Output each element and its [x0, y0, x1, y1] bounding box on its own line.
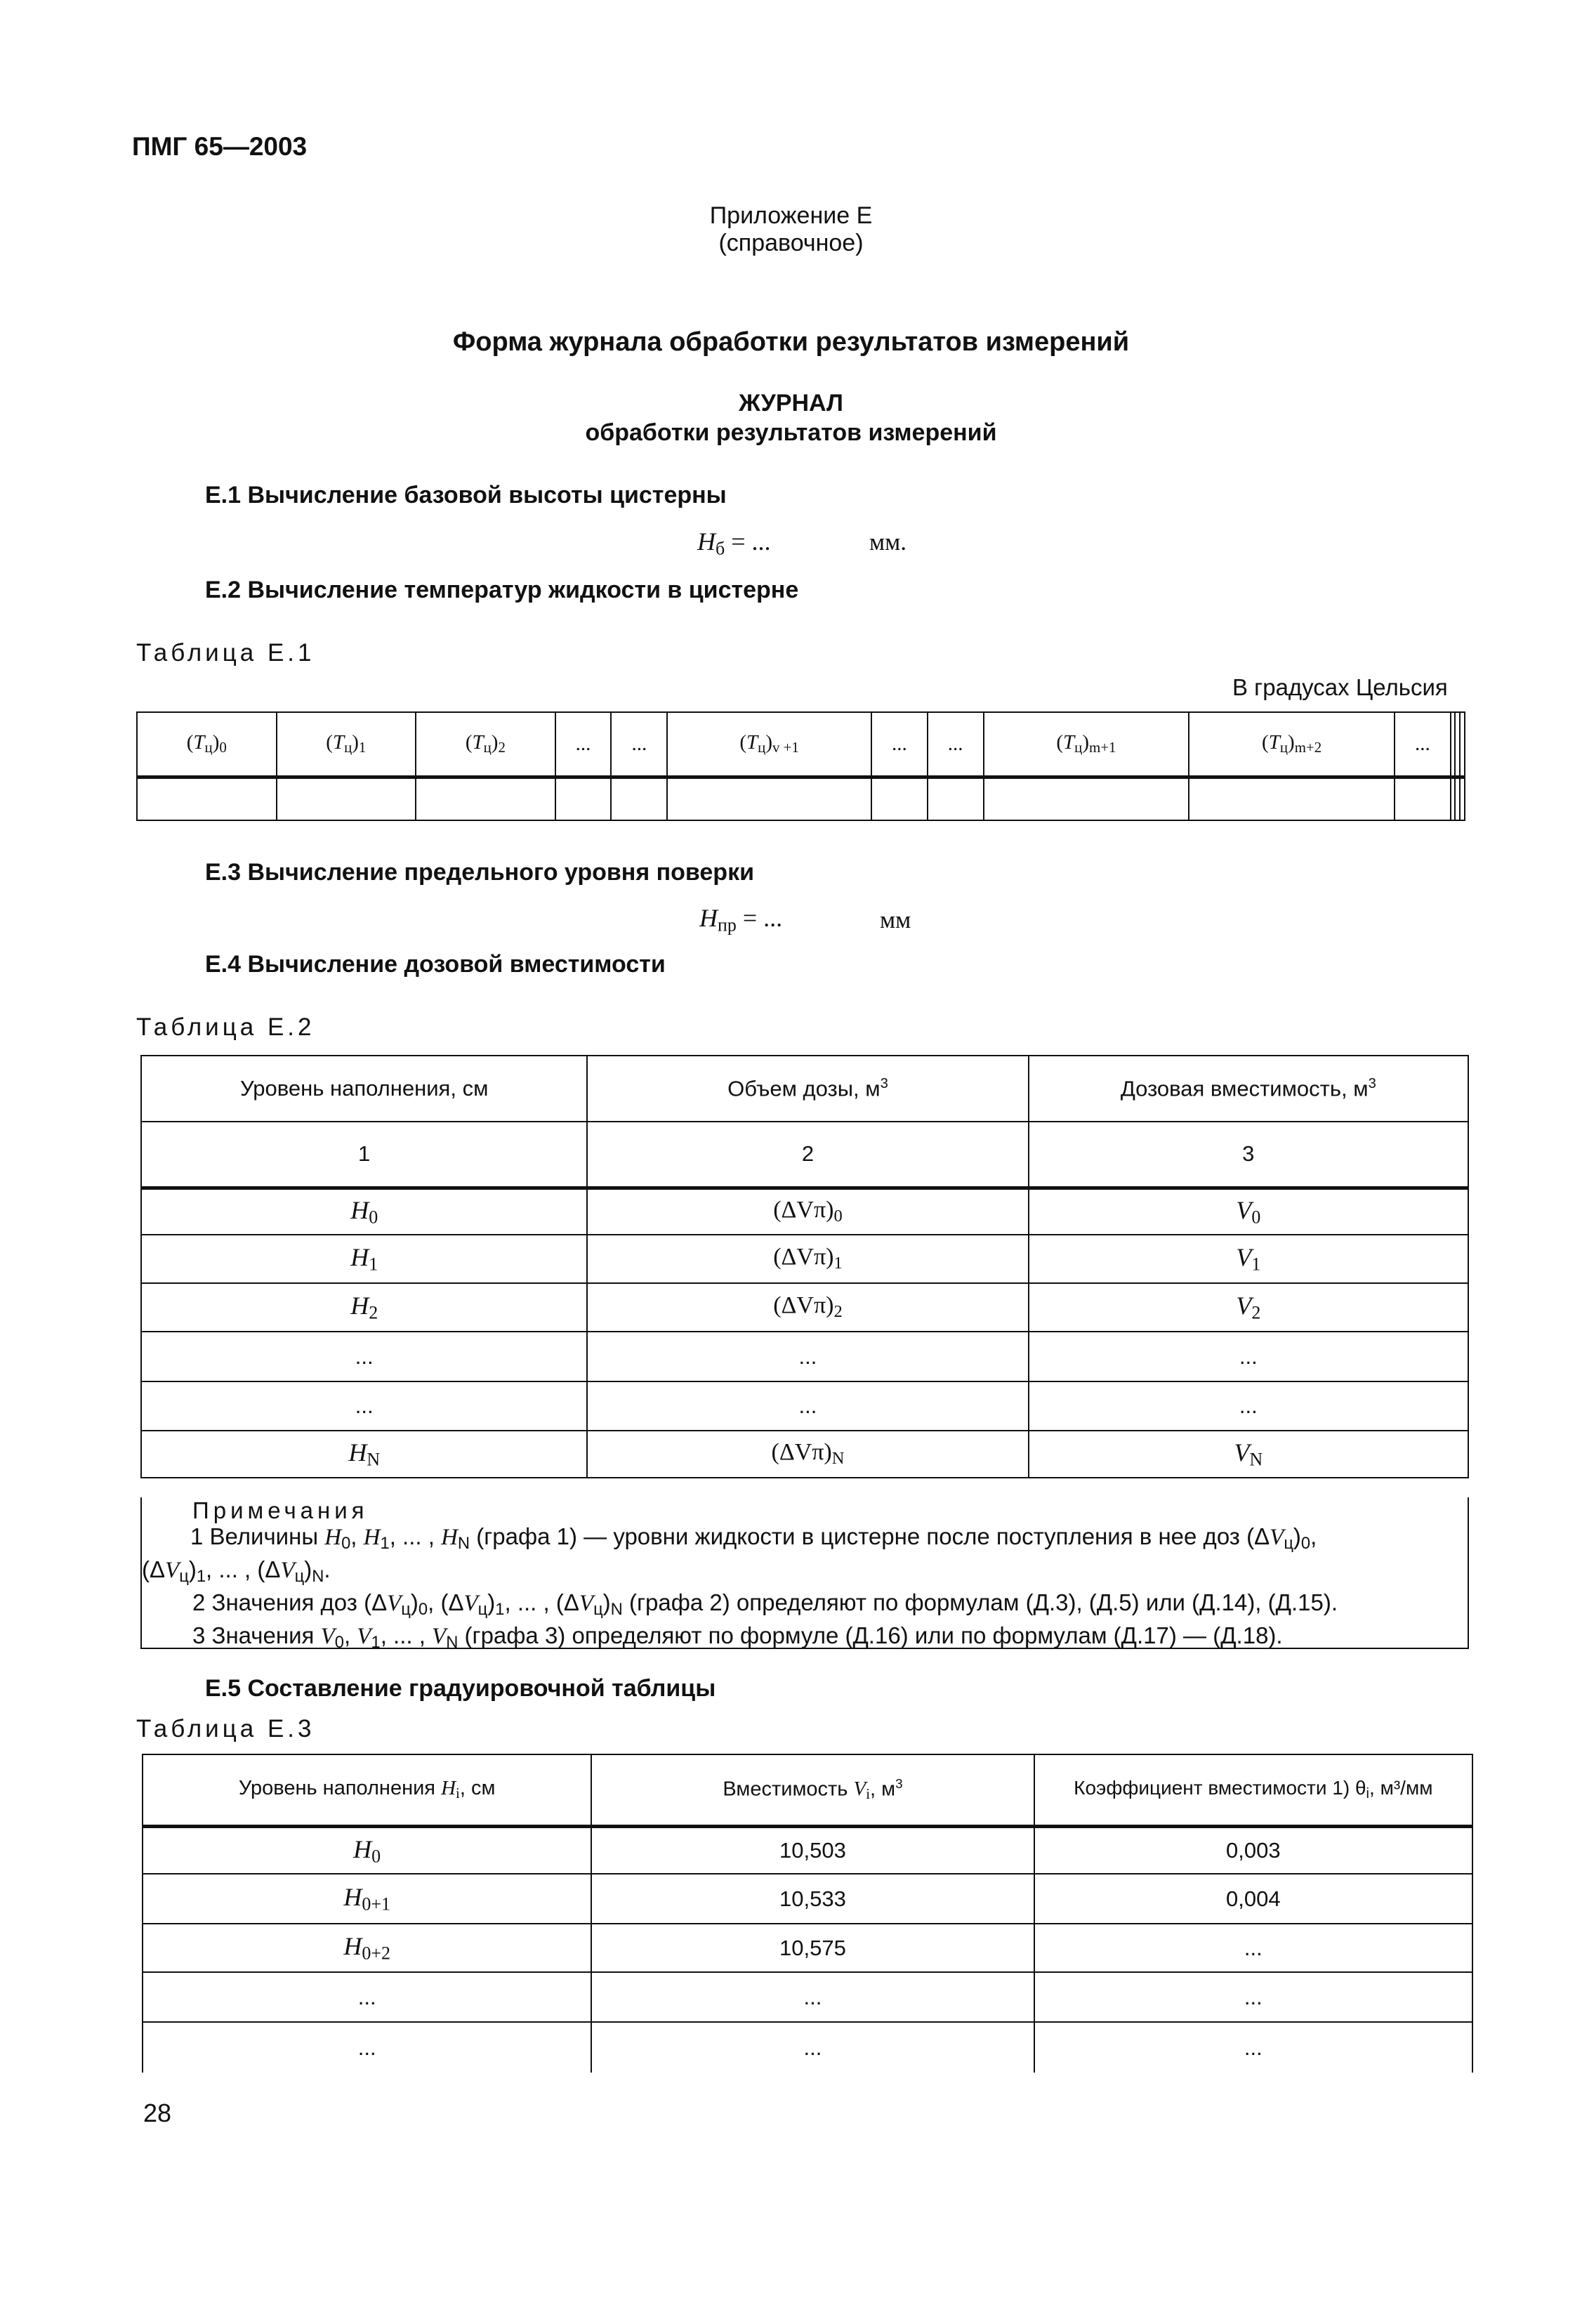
table-e2 — [140, 1055, 1469, 1478]
table-e1-cell: $(T_ц)_{v +1}$ — [667, 712, 871, 777]
table-e1-cell — [1460, 712, 1465, 777]
table-e1-cell — [1451, 712, 1456, 777]
appendix-subtitle: (справочное) — [718, 230, 864, 256]
journal-subtitle: обработки результатов измерений — [585, 419, 997, 446]
table-e1 — [136, 711, 1465, 821]
notes-title: Примечания — [192, 1497, 369, 1523]
table-row: ... ... ... — [141, 1332, 1468, 1381]
e1-formula: $H_б$ = ... — [697, 527, 771, 559]
note-1: 1 Величины $H_0$, $H_1$, ... , $H_N$ (графа 1) — уровни жидкости в цистерне после поступления в нее доз $(\Delta V_ц)_0$, — [190, 1523, 1317, 1553]
table-e2-header-row — [141, 1056, 1468, 1122]
table-e1-cell: ... — [871, 712, 928, 777]
table-e1-value-row — [137, 777, 1465, 820]
note-2: 2 Значения доз $(\Delta V_ц)_0$, $(\Delta V_ц)_1$, ... , $(\Delta V_ц)_N$ (графа 2) определяют по формулам (Д.3), (Д.5) или (Д.14), (Д.15). — [192, 1589, 1338, 1619]
table-row: ... ... ... — [143, 1972, 1472, 2022]
e3-formula: $H_{пр}$ = ... — [699, 904, 783, 935]
table-e1-cell: ... — [928, 712, 984, 777]
table-e2-header-capacity: Дозовая вместимость, $м^3$ — [1029, 1056, 1468, 1122]
journal-title: ЖУРНАЛ — [739, 390, 843, 416]
table-e1-cell: $(T_ц)_{m+1}$ — [984, 712, 1189, 777]
section-e5-heading: Е.5 Составление градуировочной таблицы — [205, 1675, 716, 1702]
table-row: $H_2$ $(\Delta V\pi)_2$ $V_2$ — [141, 1283, 1468, 1332]
page-number: 28 — [143, 2099, 172, 2127]
note-3: 3 Значения $V_0$, $V_1$, ... , $V_N$ (графа 3) определяют по формуле (Д.16) или по формулам (Д.17) — (Д.18). — [192, 1622, 1283, 1652]
note-1-cont: $(\Delta V_ц)_1$, ... , $(\Delta V_ц)_N$. — [142, 1556, 331, 1586]
table-row: ... ... ... — [143, 2022, 1472, 2073]
table-e1-cell: ... — [1395, 712, 1451, 777]
table-e2-header-level: Уровень наполнения, см — [141, 1056, 587, 1122]
table-e1-cell: $(T_ц)_2$ — [416, 712, 555, 777]
table-e2-number-row: 1 2 3 — [141, 1122, 1468, 1188]
table-e2-caption: Таблица Е.2 — [136, 1013, 315, 1041]
table-row: ... ... ... — [141, 1381, 1468, 1431]
section-e4-heading: Е.4 Вычисление дозовой вместимости — [205, 951, 666, 978]
appendix-title: Приложение Е — [709, 202, 873, 229]
table-e3-header-row — [143, 1754, 1472, 1826]
table-e3-caption: Таблица Е.3 — [136, 1715, 315, 1742]
table-e1-cell: $(T_ц)_{m+2}$ — [1189, 712, 1395, 777]
table-e1-cell: ... — [611, 712, 667, 777]
table-e1-units-note: В градусах Цельсия — [1232, 674, 1448, 700]
e3-unit: мм — [880, 906, 911, 933]
document-code: ПМГ 65—2003 — [132, 132, 308, 161]
table-e2-header-dose: Объем дозы, $м^3$ — [587, 1056, 1028, 1122]
table-e1-cell: $(T_ц)_1$ — [277, 712, 416, 777]
table-e1-cell — [1455, 712, 1460, 777]
table-e3-header-capacity: Вместимость $V_i$, $м^3$ — [591, 1754, 1034, 1826]
table-e3-header-coefficient: Коэффициент вместимости 1) $\theta_i$, м³/мм — [1034, 1754, 1472, 1826]
table-row: $H_0$ $(\Delta V\pi)_0$ $V_0$ — [141, 1188, 1468, 1235]
e1-unit: мм. — [869, 528, 907, 556]
main-title: Форма журнала обработки результатов измерений — [452, 327, 1130, 357]
table-row: $H_{0+1}$ 10,533 0,004 — [143, 1874, 1472, 1924]
table-e3 — [142, 1754, 1473, 2073]
table-row: $H_0$ 10,503 0,003 — [143, 1826, 1472, 1874]
table-row: $H_N$ $(\Delta V\pi)_N$ $V_N$ — [141, 1431, 1468, 1478]
section-e1-heading: Е.1 Вычисление базовой высоты цистерны — [205, 482, 727, 508]
table-e3-header-level: Уровень наполнения $H_i$, см — [143, 1754, 591, 1826]
table-e1-cell: ... — [555, 712, 612, 777]
table-e1-cell: $(T_ц)_0$ — [137, 712, 277, 777]
table-e1-caption: Таблица Е.1 — [136, 639, 315, 667]
section-e3-heading: Е.3 Вычисление предельного уровня поверки — [205, 859, 754, 886]
table-row: $H_{0+2}$ 10,575 ... — [143, 1924, 1472, 1972]
table-row: $H_1$ $(\Delta V\pi)_1$ $V_1$ — [141, 1235, 1468, 1283]
section-e2-heading: Е.2 Вычисление температур жидкости в цистерне — [205, 577, 799, 603]
table-e2-notes — [140, 1497, 1469, 1652]
table-e1-header-row — [137, 712, 1465, 777]
